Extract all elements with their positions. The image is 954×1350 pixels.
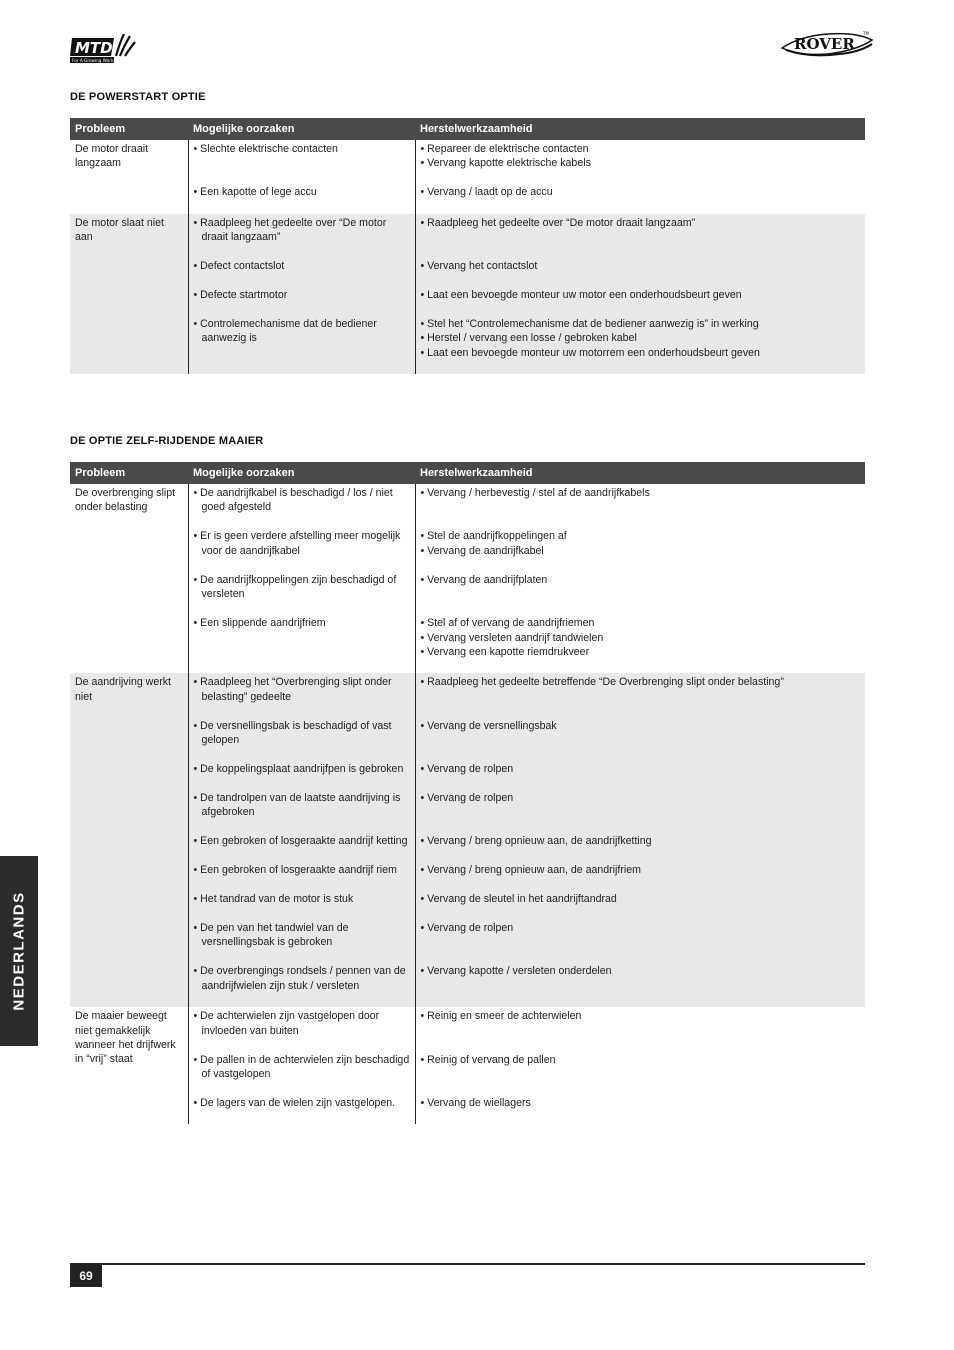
cause-item xyxy=(194,216,410,245)
bullet-line: • Defect contactslot xyxy=(193,260,285,273)
column-header-problem: Probleem xyxy=(70,462,188,484)
remedy-cell xyxy=(415,673,865,1007)
bullet-line: • Vervang de wiellagers xyxy=(420,1096,531,1109)
problem-cell: De overbrenging slipt onder belasting xyxy=(75,487,176,514)
table-row xyxy=(70,214,865,374)
remedy-item xyxy=(421,185,861,199)
bullet-line: • Vervang / laadt op de accu xyxy=(420,186,553,199)
bullet-line: • Een gebroken of losgeraakte aandrijf riem xyxy=(193,864,397,877)
remedy-item xyxy=(421,288,861,302)
column-header-causes: Mogelijke oorzaken xyxy=(188,462,415,484)
remedy-item xyxy=(421,529,861,558)
cause-item xyxy=(194,616,410,659)
remedy-item xyxy=(421,486,861,515)
cause-item xyxy=(194,1096,410,1110)
bullet-line: • Reinig of vervang de pallen xyxy=(420,1053,556,1066)
bullet-line: • Vervang kapotte / versleten onderdelen xyxy=(420,965,612,978)
problem-cell: De aandrijving werkt niet xyxy=(70,673,188,1007)
remedy-cell xyxy=(415,140,865,214)
bullet-line: • Er is geen verdere afstelling meer mogelijk voor de aandrijfkabel xyxy=(193,530,401,557)
bullet-line: • Vervang de rolpen xyxy=(420,921,514,934)
bullet-line: • Vervang kapotte elektrische kabels xyxy=(420,157,591,170)
cause-item xyxy=(194,529,410,558)
remedy-item xyxy=(421,142,861,171)
column-header-remedy: Herstelwerkzaamheid xyxy=(415,118,865,140)
column-header-remedy: Herstelwerkzaamheid xyxy=(415,462,865,484)
mtd-logo xyxy=(70,30,136,64)
bullet-line: • De overbrengings rondsels / pennen van de aandrijfwielen zijn stuk / versleten xyxy=(193,965,406,992)
cause-item xyxy=(194,259,410,273)
remedy-item xyxy=(421,259,861,273)
remedy-cell xyxy=(415,1007,865,1124)
cause-item xyxy=(194,762,410,776)
bullet-line: • Vervang de versnellingsbak xyxy=(420,719,557,732)
bullet-line: • Vervang het contactslot xyxy=(420,260,538,273)
bullet-line: • De pallen in de achterwielen zijn beschadigd of vastgelopen xyxy=(193,1053,410,1080)
cause-item xyxy=(194,675,410,704)
cause-item xyxy=(194,964,410,993)
bullet-line: • Vervang de rolpen xyxy=(420,763,514,776)
cause-item xyxy=(194,573,410,602)
table-row xyxy=(70,1007,865,1124)
table-row xyxy=(70,484,865,673)
bullet-line: • De tandrolpen van de laatste aandrijving is afgebroken xyxy=(193,791,401,819)
remedy-item xyxy=(421,791,861,820)
bullet-line: • Vervang / breng opnieuw aan, de aandrijfriem xyxy=(420,864,641,877)
cause-item xyxy=(194,185,410,199)
powerstart-table xyxy=(70,118,865,374)
bullet-line: • Het tandrad van de motor is stuk xyxy=(193,892,354,905)
cause-item xyxy=(194,719,410,748)
bullet-line: • Vervang / herbevestig / stel af de aandrijfkabels xyxy=(420,487,650,499)
self-propelled-table xyxy=(70,462,865,1124)
bullet-line: • De lagers van de wielen zijn vastgelopen. xyxy=(193,1096,396,1109)
bullet-line: • Repareer de elektrische contacten xyxy=(420,143,589,155)
cause-item xyxy=(194,288,410,302)
mtd-logo-text: MTD xyxy=(75,39,113,57)
cause-item xyxy=(194,1053,410,1082)
cause-item xyxy=(194,892,410,906)
bullet-line: • Controlemechanisme dat de bediener aanwezig is xyxy=(193,317,377,345)
bullet-line: • Raadpleeg het gedeelte over “De motor draait langzaam” xyxy=(193,216,387,244)
bullet-line: • Vervang de aandrijfplaten xyxy=(420,573,548,586)
rover-tm: TM xyxy=(863,31,869,36)
remedy-item xyxy=(421,1009,861,1038)
bullet-line: • Vervang de rolpen xyxy=(420,791,514,804)
bullet-line: • De aandrijfkoppelingen zijn beschadigd of versleten xyxy=(193,573,397,601)
bullet-line: • De versnellingsbak is beschadigd of vast gelopen xyxy=(193,719,392,747)
table-row xyxy=(70,673,865,1007)
cause-cell xyxy=(188,1007,415,1124)
bullet-line: • Stel af of vervang de aandrijfriemen xyxy=(420,617,595,630)
bullet-line: • Herstel / vervang een losse / gebroken kabel xyxy=(420,332,637,345)
bullet-line: • Vervang de aandrijfkabel xyxy=(420,544,544,557)
bullet-line: • Vervang de sleutel in het aandrijftandrad xyxy=(420,892,617,905)
mtd-tagline: For A Growing World xyxy=(72,58,115,63)
bullet-line: • Raadpleeg het “Overbrenging slipt onder belasting” gedeelte xyxy=(193,676,392,703)
cause-item xyxy=(194,317,410,360)
remedy-item xyxy=(421,616,861,659)
bullet-line: • De koppelingsplaat aandrijfpen is gebroken xyxy=(193,763,404,776)
bullet-line: • Vervang een kapotte riemdrukveer xyxy=(420,645,590,658)
bullet-line: • Raadpleeg het gedeelte betreffende “De Overbrenging slipt onder belasting” xyxy=(420,676,784,689)
bullet-line: • Stel de aandrijfkoppelingen af xyxy=(420,530,567,543)
table-row xyxy=(70,140,865,214)
section-title-powerstart: DE POWERSTART OPTIE xyxy=(70,91,206,103)
bullet-line: • De aandrijfkabel is beschadigd / los / niet goed afgesteld xyxy=(193,487,393,514)
rover-logo xyxy=(780,28,876,60)
bullet-line: • Een gebroken of losgeraakte aandrijf ketting xyxy=(193,835,408,848)
remedy-item xyxy=(421,863,861,877)
remedy-item xyxy=(421,216,861,245)
problem-cell: De motor draait langzaam xyxy=(75,143,149,170)
cause-item xyxy=(194,834,410,848)
page-number: 69 xyxy=(70,1265,102,1287)
bullet-line: • Stel het “Controlemechanisme dat de bediener aanwezig is” in werking xyxy=(420,317,759,330)
cause-cell xyxy=(188,484,415,673)
remedy-item xyxy=(421,834,861,848)
bullet-line: • Vervang / breng opnieuw aan, de aandrijfketting xyxy=(420,835,652,848)
bullet-line: • Een kapotte of lege accu xyxy=(193,186,317,199)
remedy-item xyxy=(421,719,861,748)
bullet-line: • Laat een bevoegde monteur uw motorrem een onderhoudsbeurt geven xyxy=(420,346,760,359)
bullet-line: • Een slippende aandrijfriem xyxy=(193,617,326,630)
problem-cell: De maaier beweegt niet gemakkelijk wanneer het drijfwerk in “vrij” staat xyxy=(75,1010,176,1066)
remedy-item xyxy=(421,892,861,906)
remedy-cell xyxy=(415,484,865,673)
column-header-problem: Probleem xyxy=(70,118,188,140)
remedy-item xyxy=(421,1053,861,1082)
problem-cell: De motor slaat niet aan xyxy=(70,214,188,374)
section-title-self-propelled: DE OPTIE ZELF-RIJDENDE MAAIER xyxy=(70,435,264,447)
cause-item xyxy=(194,142,410,171)
bullet-line: • Slechte elektrische contacten xyxy=(193,143,338,155)
table-header-row xyxy=(70,462,865,484)
bullet-line: • Laat een bevoegde monteur uw motor een onderhoudsbeurt geven xyxy=(420,288,742,301)
language-label: NEDERLANDS xyxy=(10,891,28,1011)
cause-cell xyxy=(188,214,415,374)
cause-cell xyxy=(188,140,415,214)
remedy-item xyxy=(421,1096,861,1110)
rover-logo-text: ROVER xyxy=(794,35,855,53)
remedy-item xyxy=(421,964,861,993)
bullet-line: • Defecte startmotor xyxy=(193,288,288,301)
table-header-row xyxy=(70,118,865,140)
footer-rule xyxy=(70,1263,865,1265)
cause-item xyxy=(194,486,410,515)
language-side-tab xyxy=(0,856,38,1046)
remedy-cell xyxy=(415,214,865,374)
remedy-item xyxy=(421,675,861,704)
bullet-line: • Raadpleeg het gedeelte over “De motor draait langzaam” xyxy=(420,216,696,229)
column-header-causes: Mogelijke oorzaken xyxy=(188,118,415,140)
bullet-line: • De pen van het tandwiel van de versnellingsbak is gebroken xyxy=(193,921,349,949)
cause-item xyxy=(194,791,410,820)
cause-cell xyxy=(188,673,415,1007)
bullet-line: • Vervang versleten aandrijf tandwielen xyxy=(420,631,604,644)
remedy-item xyxy=(421,762,861,776)
remedy-item xyxy=(421,573,861,602)
bullet-line: • De achterwielen zijn vastgelopen door invloeden van buiten xyxy=(193,1010,380,1037)
cause-item xyxy=(194,921,410,950)
remedy-item xyxy=(421,317,861,360)
bullet-line: • Reinig en smeer de achterwielen xyxy=(420,1010,582,1023)
cause-item xyxy=(194,1009,410,1038)
remedy-item xyxy=(421,921,861,950)
cause-item xyxy=(194,863,410,877)
